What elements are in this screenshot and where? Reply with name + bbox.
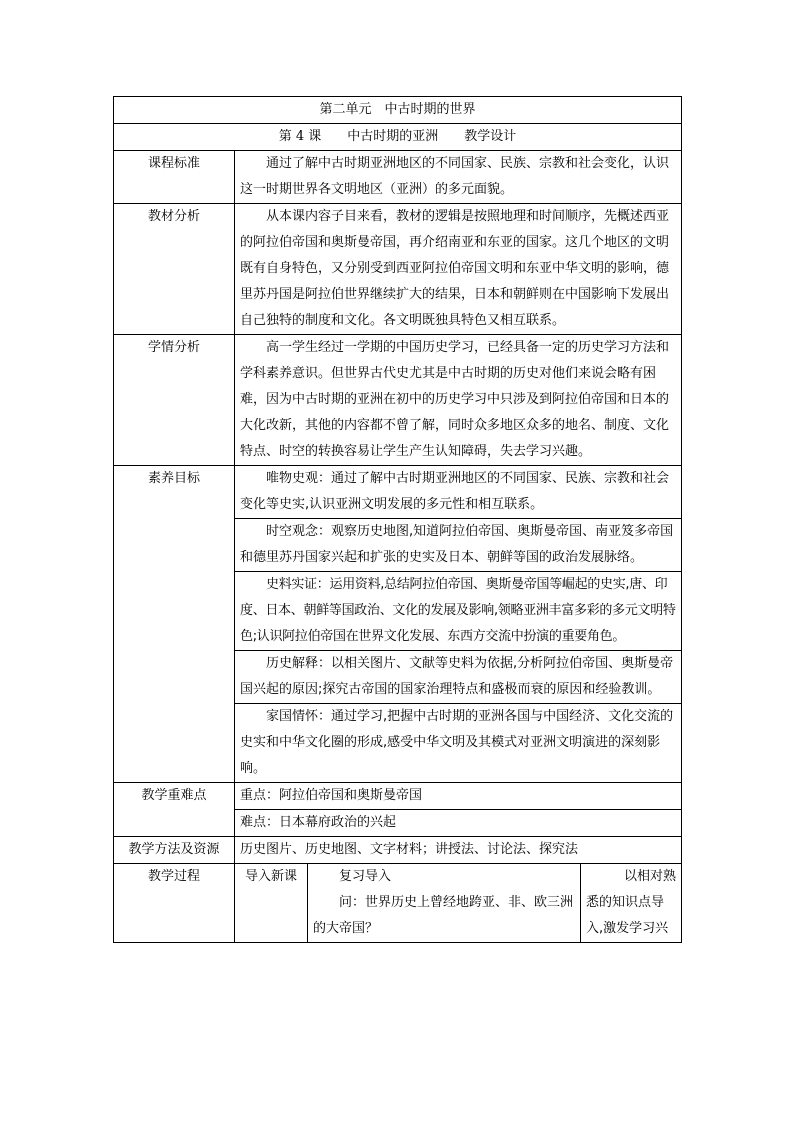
process-note-cell [581, 864, 682, 943]
literacy-goal-text: 家国情怀：通过学习,把握中古时期的亚洲各国与中国经济、文化交流的史实和中华文化圈的形成,感受中华文明及其模式对亚洲文明演进的深刻影响。 [240, 709, 674, 776]
student-analysis-row [114, 335, 682, 466]
lesson-title: 第 4 课 中古时期的亚洲 教学设计 [114, 124, 682, 151]
methods-text: 历史图片、历史地图、文字材料；讲授法、讨论法、探究法 [235, 837, 682, 864]
literacy-goal-text: 史料实证：运用资料,总结阿拉伯帝国、奥斯曼帝国等崛起的史实,唐、印度、日本、朝鲜等国政治、文化的发展及影响,领略亚洲丰富多彩的多元文明特色;认识阿拉伯帝国在世界文化发展、东西方交流中扮演的重要角色。 [240, 577, 676, 644]
process-note-line1: 以相对熟 [624, 869, 677, 884]
key-focus-text: 重点：阿拉伯帝国和奥斯曼帝国 [235, 783, 682, 810]
process-row [114, 864, 682, 943]
literacy-goal-cell [235, 519, 682, 572]
literacy-goal-row [114, 466, 682, 519]
course-standard-label: 课程标准 [114, 151, 235, 204]
textbook-analysis-row [114, 204, 682, 335]
lesson-plan-page [113, 96, 681, 943]
process-content-title: 复习导入 [339, 869, 392, 884]
unit-title: 第二单元 中古时期的世界 [114, 97, 682, 124]
textbook-analysis-cell [235, 204, 682, 335]
literacy-goal-cell [235, 651, 682, 704]
process-content-text: 问：世界历史上曾经地跨亚、非、欧三洲的大帝国？ [313, 895, 574, 936]
key-points-label: 教学重难点 [114, 783, 235, 837]
course-standard-row [114, 151, 682, 204]
methods-row [114, 837, 682, 864]
student-analysis-text: 高一学生经过一学期的中国历史学习，已经具备一定的历史学习方法和学科素养意识。但世界古代史尤其是中古时期的历史对他们来说会略有困难，因为中古时期的亚洲在初中的历史学习中只涉及到阿拉伯帝国和日本的大化改新，其他的内容都不曾了解，同时众多地区众多的地名、制度、文化特点、时空的转换容易让学生产生认知障碍，失去学习兴趣。 [240, 340, 670, 459]
methods-label: 教学方法及资源 [114, 837, 235, 864]
lesson-plan-table [113, 96, 682, 943]
process-content-cell [308, 864, 581, 943]
literacy-goal-cell [235, 704, 682, 783]
header-row-lesson [114, 124, 682, 151]
header-row-unit [114, 97, 682, 124]
key-points-row [114, 783, 682, 810]
course-standard-text: 通过了解中古时期亚洲地区的不同国家、民族、宗教和社会变化，认识这一时期世界各文明地区（亚洲）的多元面貌。 [240, 156, 670, 197]
course-standard-cell [235, 151, 682, 204]
textbook-analysis-label: 教材分析 [114, 204, 235, 335]
literacy-goals-label: 素养目标 [114, 466, 235, 783]
process-note-line2: 悉的知识点导入,激发学习兴 [586, 895, 669, 936]
student-analysis-cell [235, 335, 682, 466]
textbook-analysis-text: 从本课内容子目来看，教材的逻辑是按照地理和时间顺序，先概述西亚的阿拉伯帝国和奥斯曼帝国，再介绍南亚和东亚的国家。这几个地区的文明既有自身特色，又分别受到西亚阿拉伯帝国文明和东亚中华文明的影响，德里苏丹国是阿拉伯世界继续扩大的结果，日本和朝鲜则在中国影响下发展出自己独特的制度和文化。各文明既独具特色又相互联系。 [240, 209, 670, 328]
literacy-goal-cell [235, 572, 682, 651]
literacy-goal-text: 唯物史观：通过了解中古时期亚洲地区的不同国家、民族、宗教和社会变化等史实,认识亚洲文明发展的多元性和相互联系。 [240, 471, 670, 512]
literacy-goal-cell [235, 466, 682, 519]
literacy-goal-text: 时空观念：观察历史地图,知道阿拉伯帝国、奥斯曼帝国、南亚笈多帝国和德里苏丹国家兴起和扩张的史实及日本、朝鲜等国的政治发展脉络。 [240, 524, 674, 565]
process-label: 教学过程 [114, 864, 235, 943]
key-difficulty-text: 难点：日本幕府政治的兴起 [235, 810, 682, 837]
literacy-goal-text: 历史解释：以相关图片、文献等史料为依据,分析阿拉伯帝国、奥斯曼帝国兴起的原因;探究古帝国的国家治理特点和盛极而衰的原因和经验教训。 [240, 656, 674, 697]
student-analysis-label: 学情分析 [114, 335, 235, 466]
process-stage: 导入新课 [235, 864, 308, 943]
